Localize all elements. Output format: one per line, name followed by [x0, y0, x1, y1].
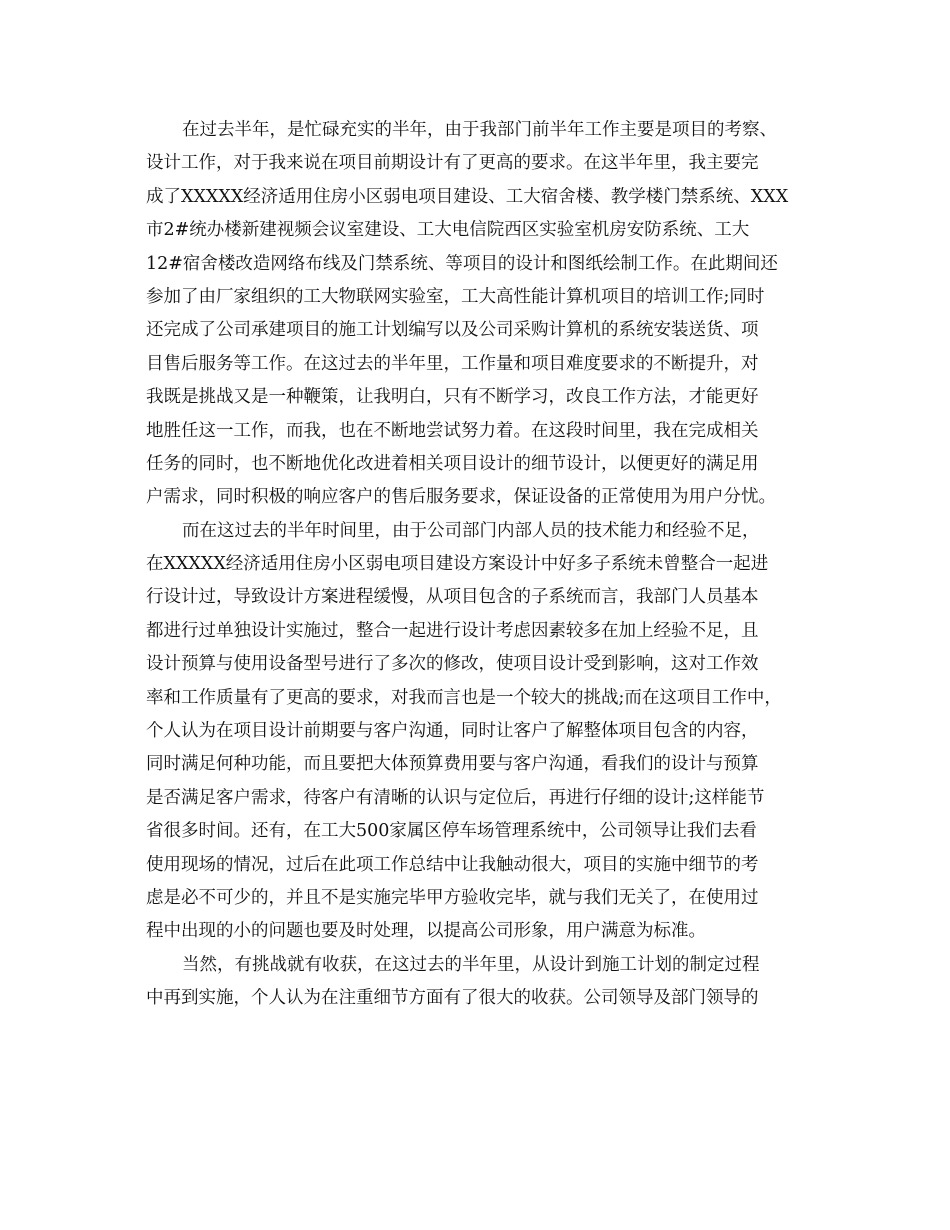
paragraph-2-line-13: 程中出现的小的问题也要及时处理，以提高公司形象，用户满意为标准。: [146, 921, 706, 942]
paragraph-2-line-8: 同时满足何种功能，而且要把大体预算费用要与客户沟通，看我们的设计与预算: [146, 754, 759, 775]
paragraph-1-line-9: 我既是挑战又是一种鞭策，让我明白，只有不断学习，改良工作方法，才能更好: [146, 387, 759, 408]
paragraph-1-line-7: 还完成了公司承建项目的施工计划编写以及公司采购计算机的系统安装送货、项: [146, 320, 759, 341]
paragraph-2-line-3: 行设计过，导致设计方案进程缓慢，从项目包含的子系统而言，我部门人员基本: [146, 587, 759, 608]
paragraph-1-line-1: 在过去半年，是忙碌充实的半年，由于我部门前半年工作主要是项目的考察、: [182, 120, 777, 140]
paragraph-3-line-1: 当然，有挑战就有收获，在这过去的半年里，从设计到施工计划的制定过程: [182, 954, 760, 975]
paragraph-2-line-6: 率和工作质量有了更高的要求，对我而言也是一个较大的挑战;而在这项目工作中，: [146, 687, 782, 708]
paragraph-1-line-6: 参加了由厂家组织的工大物联网实验室，工大高性能计算机项目的培训工作;同时: [146, 286, 765, 307]
paragraph-2-line-7: 个人认为在项目设计前期要与客户沟通，同时让客户了解整体项目包含的内容，: [146, 721, 759, 742]
paragraph-2-line-10: 省很多时间。还有，在工大500家属区停车场管理系统中，公司领导让我们去看: [146, 821, 757, 842]
paragraph-1-line-3: 成了XXXXX经济适用住房小区弱电项目建设、工大宿舍楼、教学楼门禁系统、XXX: [146, 186, 789, 207]
paragraph-2-line-2: 在XXXXX经济适用住房小区弱电项目建设方案设计中好多子系统未曾整合一起进: [146, 554, 769, 575]
paragraph-3-line-2: 中再到实施，个人认为在注重细节方面有了很大的收获。公司领导及部门领导的: [146, 988, 759, 1009]
paragraph-1-line-12: 户需求，同时积极的响应客户的售后服务要求，保证设备的正常使用为用户分忧。: [146, 487, 776, 508]
paragraph-2-line-4: 都进行过单独设计实施过，整合一起进行设计考虑因素较多在加上经验不足，且: [146, 620, 759, 641]
paragraph-2-line-11: 使用现场的情况，过后在此项工作总结中让我触动很大，项目的实施中细节的考: [146, 854, 759, 875]
paragraph-2-line-12: 虑是必不可少的，并且不是实施完毕甲方验收完毕，就与我们无关了，在使用过: [146, 887, 759, 908]
paragraph-2-line-1: 而在这过去的半年时间里，由于公司部门内部人员的技术能力和经验不足，: [182, 520, 760, 541]
paragraph-2-line-9: 是否满足客户需求，待客户有清晰的认识与定位后，再进行仔细的设计;这样能节: [146, 787, 765, 808]
paragraph-1-line-11: 任务的同时，也不断地优化改进着相关项目设计的细节设计，以便更好的满足用: [146, 453, 759, 474]
paragraph-2-line-5: 设计预算与使用设备型号进行了多次的修改，使项目设计受到影响，这对工作效: [146, 654, 759, 675]
paragraph-1-line-5: 12#宿舍楼改造网络布线及门禁系统、等项目的设计和图纸绘制工作。在此期间还: [146, 253, 778, 274]
paragraph-1-line-2: 设计工作，对于我来说在项目前期设计有了更高的要求。在这半年里，我主要完: [146, 153, 759, 174]
document-body: [146, 114, 826, 1016]
paragraph-1-line-4: 市2#统办楼新建视频会议室建设、工大电信院西区实验室机房安防系统、工大: [146, 220, 750, 241]
paragraph-1-line-8: 目售后服务等工作。在这过去的半年里，工作量和项目难度要求的不断提升，对: [146, 353, 759, 374]
paragraph-1-line-10: 地胜任这一工作，而我，也在不断地尝试努力着。在这段时间里，我在完成相关: [146, 420, 759, 441]
